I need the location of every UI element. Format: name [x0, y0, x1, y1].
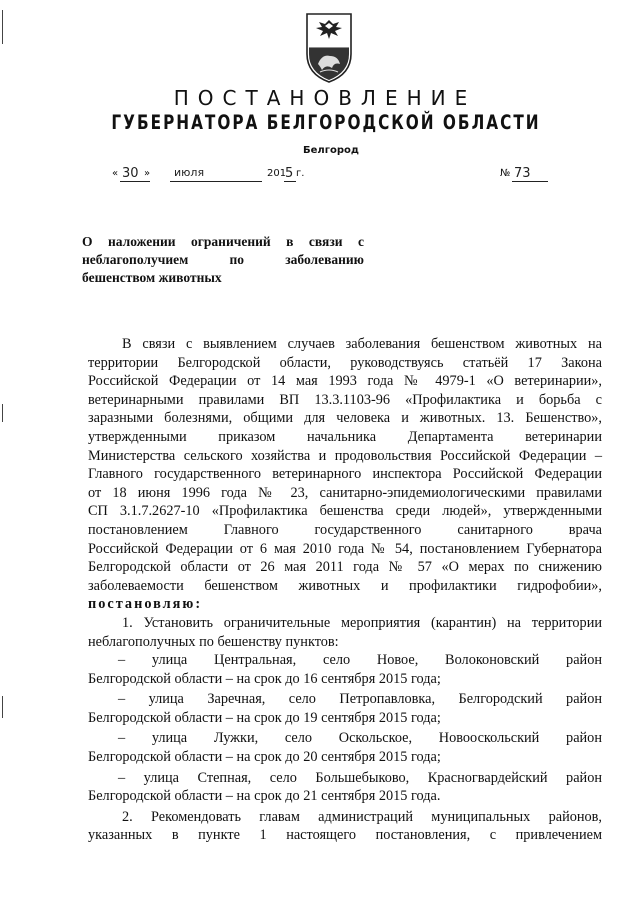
body-line: В связи с выявлением случаев заболевания бешенством животных на: [122, 336, 602, 352]
body-line: территории Белгородской области, руководствуясь статьёй 17 Закона: [88, 354, 602, 371]
place-line: – улица Лужки, село Оскольское, Новооскольский район: [118, 730, 602, 747]
body-line: постановлением Главного государственного санитарного врача: [88, 521, 602, 538]
heading-line: О наложении ограничений в связи с: [82, 234, 364, 249]
item2-line: 2. Рекомендовать главам администраций муниципальных районов,: [122, 808, 602, 825]
margin-mark: [2, 10, 3, 44]
place-line: – улица Центральная, село Новое, Волоконовский район: [118, 652, 602, 669]
body-line: Российской Федерации от 14 мая 1993 года № 4979-1 «О ветеринарии»,: [88, 373, 602, 390]
heading-line: бешенством животных: [82, 270, 222, 285]
resolve-word: постановляю:: [88, 596, 203, 613]
place-line: Белгородской области – на срок до 16 сентября 2015 года;: [88, 670, 441, 687]
body-line: Главного государственного ветеринарного инспектора Российской Федерации: [88, 466, 602, 483]
item1-line: неблагополучных по бешенству пунктов:: [88, 633, 339, 650]
margin-mark: [2, 696, 3, 718]
body-line: Белгородской области от 26 мая 2011 года № 57 «О мерах по снижению: [88, 559, 602, 576]
place-line: Белгородской области – на срок до 19 сентября 2015 года;: [88, 709, 441, 726]
body-line: заразными болезнями, общими для человека и животных. 13. Бешенство»,: [88, 410, 602, 427]
body-line: Министерства сельского хозяйства и продовольствия Российской Федерации –: [88, 447, 602, 464]
item1-line: 1. Установить ограничительные мероприятия (карантин) на территории: [122, 614, 602, 631]
document-body: [88, 335, 602, 845]
city-label: Белгород: [303, 145, 359, 156]
document-number: 73: [514, 166, 531, 181]
heading-line: неблагополучием по заболеванию: [82, 252, 364, 267]
body-line: СП 3.1.7.2627-10 «Профилактика бешенства среди людей», утвержденными: [88, 503, 602, 520]
body-line: ветеринарными правилами ВП 13.3.1103-96 «Профилактика и борьба с: [88, 391, 602, 408]
year-unit: г.: [296, 168, 305, 179]
date-month: июля: [174, 166, 205, 179]
item2-line: указанных в пункте 1 настоящего постановления, с привлечением: [88, 827, 602, 844]
body-line: от 18 июня 1996 года № 23, санитарно-эпидемиологическими правилами: [88, 484, 602, 501]
date-number-line: [112, 166, 592, 184]
close-quote: »: [144, 168, 151, 179]
place-line: – улица Заречная, село Петропавловка, Белгородский район: [118, 691, 602, 708]
body-line: утвержденными приказом начальника Департамента ветеринарии: [88, 428, 602, 445]
place-line: Белгородской области – на срок до 20 сентября 2015 года;: [88, 749, 441, 766]
body-line: заболеваемости бешенством животных и профилактики гидрофобии»,: [88, 577, 602, 594]
body-line: Российской Федерации от 6 мая 2010 года № 54, постановлением Губернатора: [88, 540, 602, 557]
document-heading: [82, 233, 364, 287]
coat-of-arms-emblem: [304, 12, 354, 84]
margin-mark: [2, 404, 3, 422]
place-line: Белгородской области – на срок до 21 сентября 2015 года.: [88, 788, 441, 805]
issuer-title: ГУБЕРНАТОРА БЕЛГОРОДСКОЙ ОБЛАСТИ: [111, 111, 541, 135]
place-line: – улица Степная, село Большебыково, Красногвардейский район: [118, 769, 602, 786]
document-title: ПОСТАНОВЛЕНИЕ: [173, 86, 477, 110]
open-quote: «: [112, 168, 119, 179]
number-label: №: [500, 168, 511, 179]
year-prefix: 201: [267, 168, 287, 179]
year-suffix: 5: [285, 166, 294, 181]
date-day: 30: [122, 166, 139, 181]
